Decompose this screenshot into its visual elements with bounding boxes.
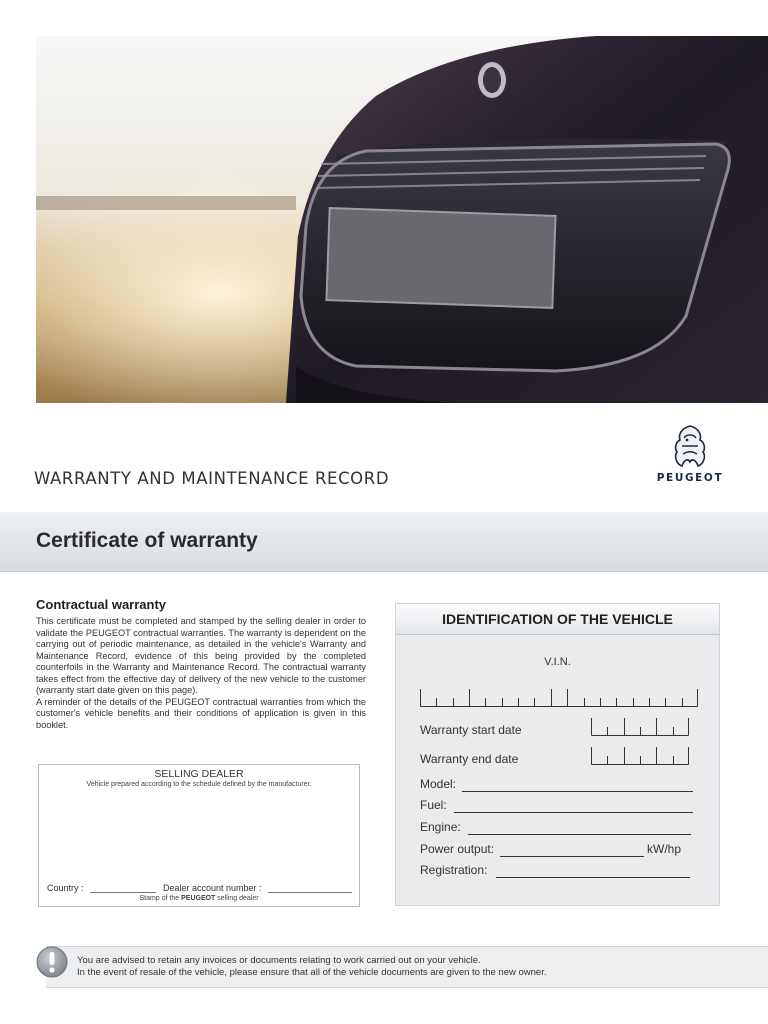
country-input-line[interactable] xyxy=(90,892,156,893)
power-output-input-line[interactable] xyxy=(500,856,644,857)
brand-wordmark: PEUGEOT xyxy=(656,472,724,484)
advice-line-2: In the event of resale of the vehicle, please ensure that all of the vehicle documents are given to the new owner. xyxy=(77,967,547,978)
hero-car-photo xyxy=(36,36,768,403)
peugeot-logo xyxy=(646,424,734,494)
power-unit: kW/hp xyxy=(647,842,682,856)
fuel-input-line[interactable] xyxy=(454,812,693,813)
registration-label: Registration: xyxy=(420,863,488,877)
selling-dealer-box[interactable] xyxy=(38,764,360,907)
vin-label: V.I.N. xyxy=(544,656,571,668)
stamp-brand: PEUGEOT xyxy=(181,895,216,902)
identification-title: IDENTIFICATION OF THE VEHICLE xyxy=(396,604,719,635)
selling-dealer-subtitle: Vehicle prepared according to the schedule defined by the manufacturer. xyxy=(86,781,312,788)
warranty-paragraph-2: A reminder of the details of the PEUGEOT contractual warranties from which the customer's vehicle benefits and their conditions of application is given in this booklet. xyxy=(36,696,366,730)
vehicle-identification-panel xyxy=(395,603,720,906)
warranty-start-date-boxes[interactable] xyxy=(591,717,691,737)
country-field[interactable] xyxy=(47,883,156,893)
warranty-end-date-boxes[interactable] xyxy=(591,746,691,766)
registration-input-line[interactable] xyxy=(496,877,690,878)
engine-input-line[interactable] xyxy=(468,834,691,835)
warranty-paragraph-1: This certificate must be completed and stamped by the selling dealer in order to validate the PEUGEOT contractual warranties. The warranty is dependent on the carrying out of periodic maintenance, as detailed in the vehicle's Warranty and Maintenance Record, evidence of this being provided by the completed counterfoils in the Warranty and Maintenance Record. The contractual warranty takes effect from the effective day of delivery of the new vehicle to the customer (warranty start date given on this page). xyxy=(36,616,366,695)
page-title: Certificate of warranty xyxy=(36,529,258,552)
power-output-label: Power output: xyxy=(420,842,495,856)
selling-dealer-title: SELLING DEALER xyxy=(154,768,244,780)
stamp-prefix: Stamp of the xyxy=(139,895,180,902)
model-label: Model: xyxy=(420,777,457,791)
lion-emblem-icon xyxy=(668,424,712,470)
advice-notice-text xyxy=(77,955,547,979)
engine-label: Engine: xyxy=(420,820,461,834)
vin-input-boxes[interactable] xyxy=(420,688,700,708)
car-front-illustration xyxy=(36,36,768,403)
dealer-stamp-caption xyxy=(39,895,359,902)
dealer-account-field[interactable] xyxy=(163,883,352,893)
country-label: Country : xyxy=(47,883,84,893)
exclamation-icon xyxy=(36,946,68,978)
document-title: WARRANTY AND MAINTENANCE RECORD xyxy=(34,469,390,488)
warranty-start-label: Warranty start date xyxy=(420,723,522,737)
warranty-end-label: Warranty end date xyxy=(420,752,519,766)
fuel-label: Fuel: xyxy=(420,798,447,812)
model-input-line[interactable] xyxy=(462,791,693,792)
section-banner xyxy=(0,512,768,572)
advice-line-1: You are advised to retain any invoices or documents relating to work carried out on your vehicle. xyxy=(77,955,481,966)
contractual-warranty-heading: Contractual warranty xyxy=(36,597,167,612)
stamp-suffix: selling dealer xyxy=(217,895,259,902)
dealer-account-label: Dealer account number : xyxy=(163,883,262,893)
dealer-account-input-line[interactable] xyxy=(268,892,352,893)
contractual-warranty-body xyxy=(36,616,366,731)
